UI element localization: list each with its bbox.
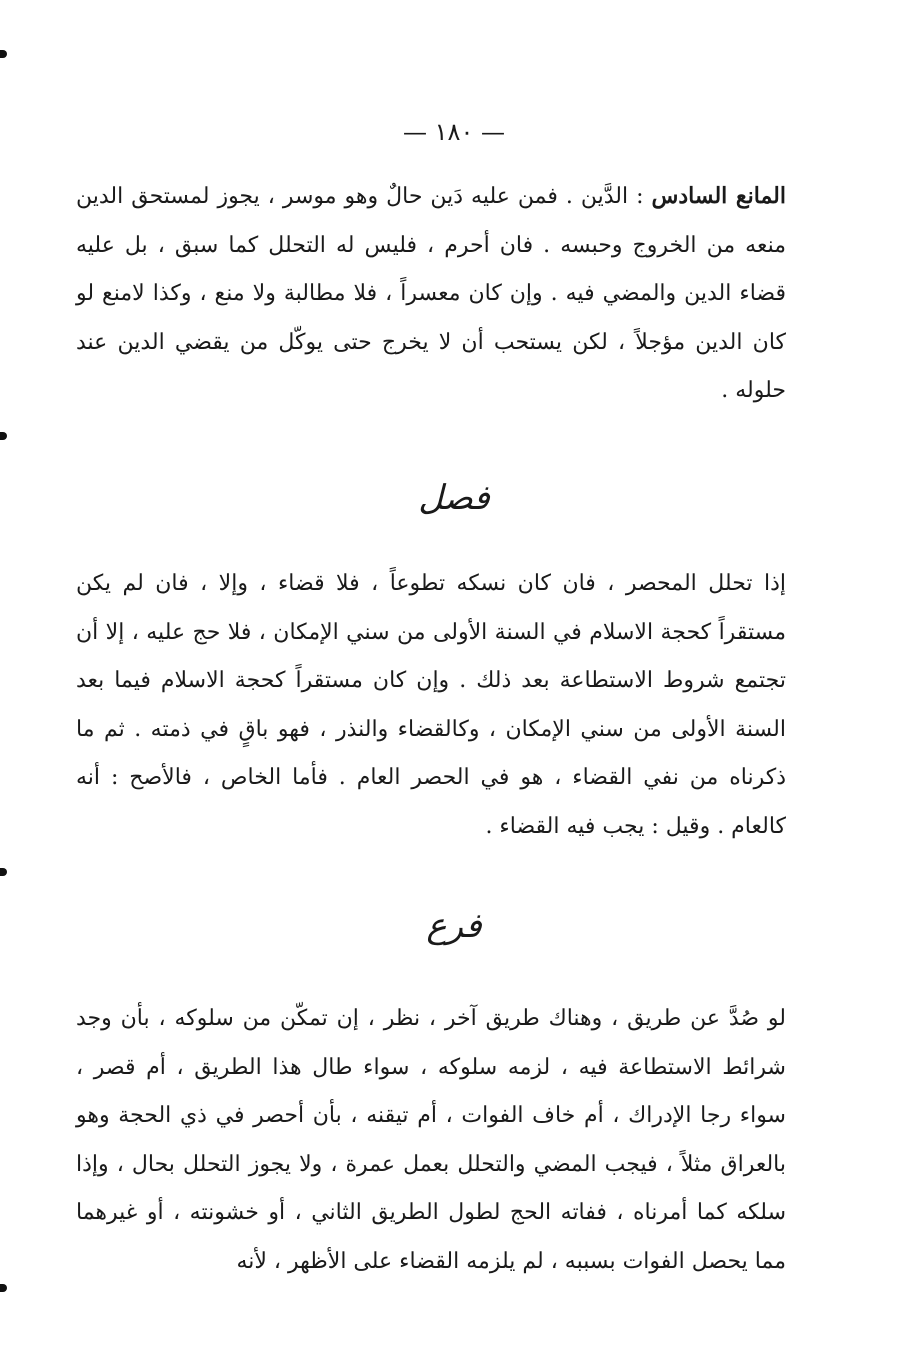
page-number: — ١٨٠ —: [403, 118, 505, 146]
scan-edge-mark: [0, 868, 7, 876]
scan-edge-mark: [0, 1284, 7, 1292]
paragraph-debt-impediment: [76, 172, 786, 416]
scan-edge-mark: [0, 432, 7, 440]
scan-edge-mark: [0, 50, 7, 58]
paragraph-blocked-route: لو صُدَّ عن طريق ، وهناك طريق آخر ، نظر ، إن تمكّن من سلوكه ، بأن وجد شرائط الاستطاعة فيه ، لزمه سلوكه ، سواء طال هذا الطريق ، أم قصر ، سواء رجا الإدراك ، أم خاف الفوات ، أم تيقنه ، بأن أحصر في ذي الحجة وهو بالعراق مثلاً ، فيجب المضي والتحلل بعمل عمرة ، ولا يجوز التحلل بحال ، وإذا سلكه كما أمرناه ، ففاته الحج لطول الطريق الثاني ، أو خشونته ، أو غيرهما مما يحصل الفوات بسببه ، لم يلزمه القضاء على الأظهر ، لأنه: [76, 1006, 786, 1274]
section-heading-fasl: فصل: [418, 478, 490, 518]
paragraph-muhsar-release: إذا تحلل المحصر ، فان كان نسكه تطوعاً ، فلا قضاء ، وإلا ، فان لم يكن مستقراً كحجة الاسلام في السنة الأولى من سني الإمكان ، فلا حج عليه ، إلا أن تجتمع شروط الاستطاعة بعد ذلك . وإن كان مستقراً كحجة الاسلام فيما بعد السنة الأولى من سني الإمكان ، وكالقضاء والنذر ، فهو باقٍ في ذمته . ثم ما ذكرناه من نفي القضاء ، هو في الحصر العام . فأما الخاص ، فالأصح : أنه كالعام . وقيل : يجب فيه القضاء .: [76, 571, 786, 839]
paragraph-body: : الدَّين . فمن عليه دَين حالٌ وهو موسر ، يجوز لمستحق الدين منعه من الخروج وحبسه . فان أحرم ، فليس له التحلل كما سبق ، بل عليه قضاء الدين والمضي فيه . وإن كان معسراً ، فلا مطالبة ولا منع ، وكذا لامنع لو كان الدين مؤجلاً ، لكن يستحب أن لا يخرج حتى يوكّل من يقضي الدين عند حلوله .: [76, 184, 786, 403]
paragraph-lead-term: المانع السادس: [651, 183, 786, 209]
section-heading-far: فرع: [426, 906, 482, 946]
